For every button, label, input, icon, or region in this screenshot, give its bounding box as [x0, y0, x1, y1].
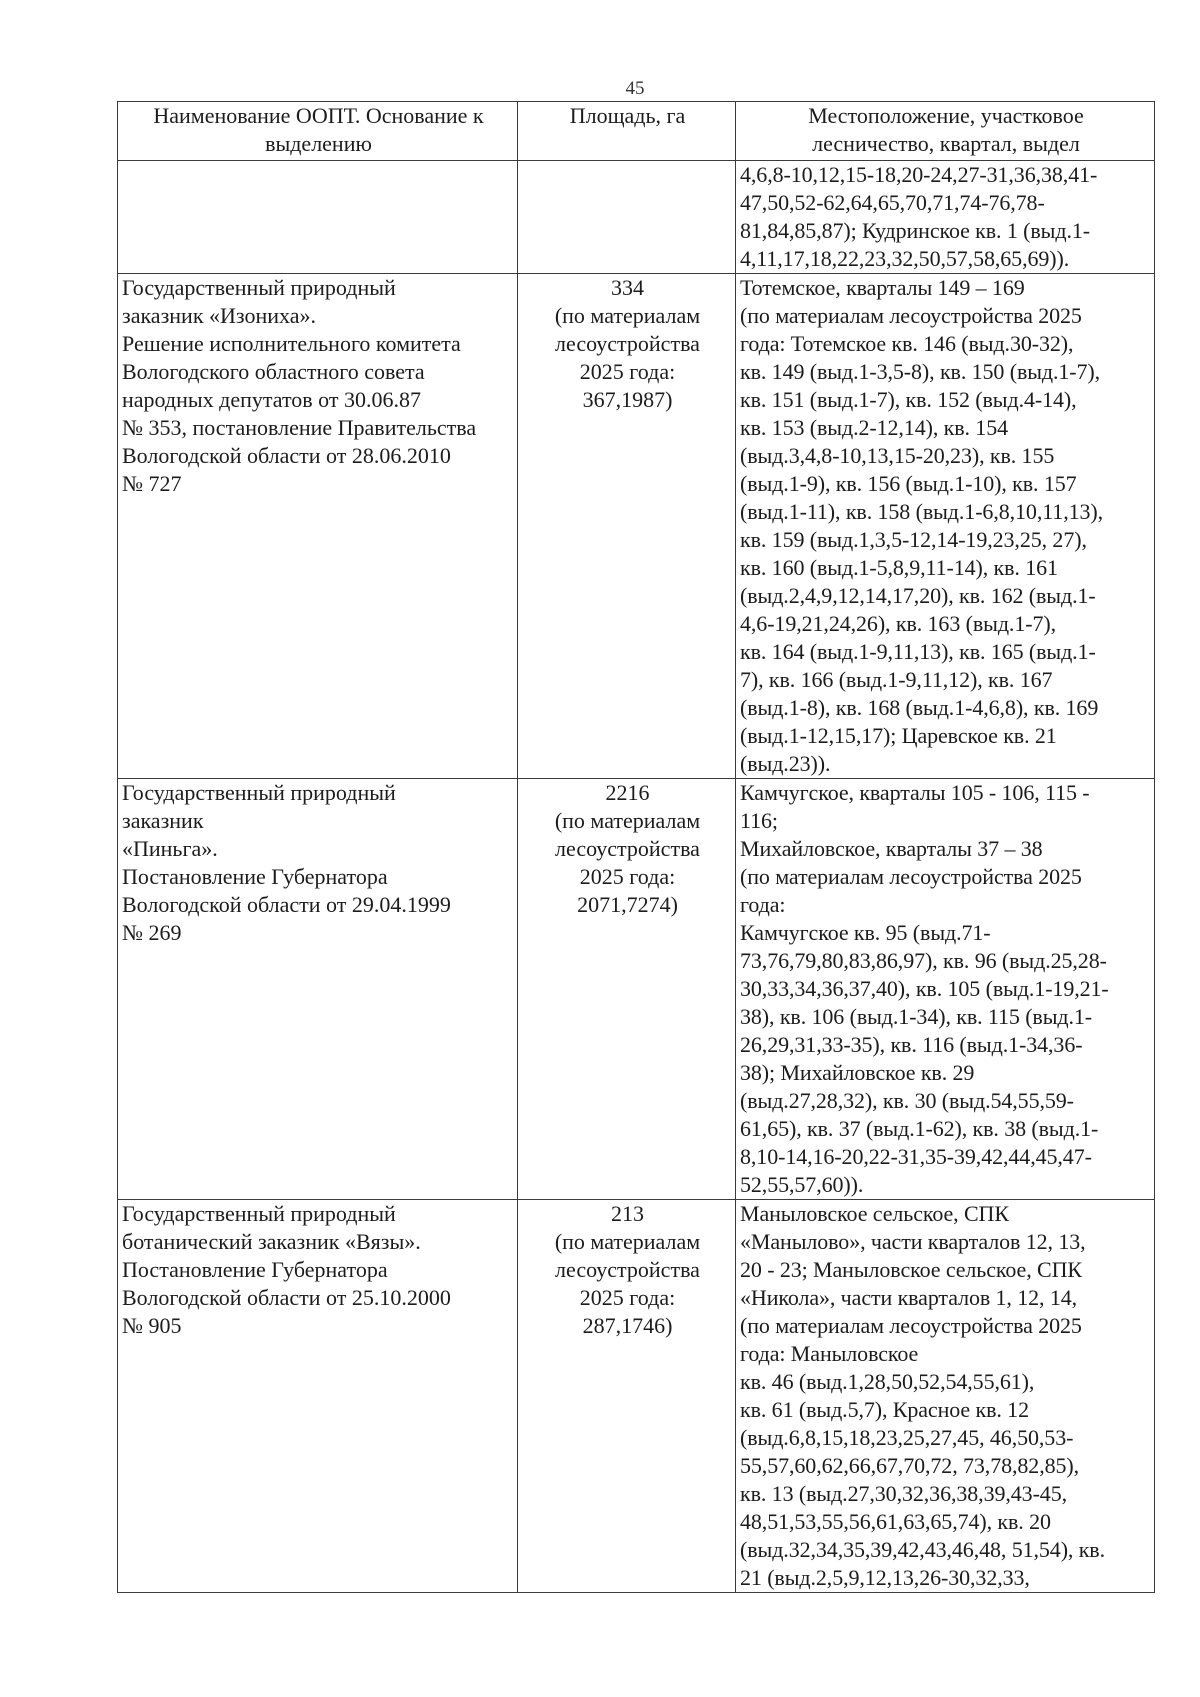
location-line: кв. 46 (выд.1,28,50,52,54,55,61), — [740, 1369, 1035, 1394]
name-line: № 727 — [122, 471, 182, 496]
name-line: Вологодского областного совета — [122, 359, 425, 384]
header-name-line: Наименование ООПТ. Основание к — [153, 103, 484, 128]
name-line: ботанический заказник «Вязы». — [122, 1229, 421, 1254]
location-line: 26,29,31,33-35), кв. 116 (выд.1-34,36- — [740, 1032, 1083, 1057]
table-row — [118, 1200, 1155, 1593]
location-line: 116; — [740, 808, 778, 833]
name-line: Государственный природный — [122, 1201, 396, 1226]
location-line: 8,10-14,16-20,22-31,35-39,42,44,45,47- — [740, 1144, 1092, 1169]
location-line: (выд.1-11), кв. 158 (выд.1-6,8,10,11,13), — [740, 499, 1104, 524]
location-line: Маныловское сельское, СПК — [740, 1201, 1009, 1226]
location-line: (выд.27,28,32), кв. 30 (выд.54,55,59- — [740, 1088, 1074, 1113]
header-area-line: Площадь, га — [569, 103, 686, 128]
location-line: 73,76,79,80,83,86,97), кв. 96 (выд.25,28- — [740, 948, 1107, 973]
area-line: 2025 года: — [579, 1285, 676, 1310]
location-line: кв. 13 (выд.27,30,32,36,38,39,43-45, — [740, 1481, 1067, 1506]
location-line: 4,6-19,21,24,26), кв. 163 (выд.1-7), — [740, 611, 1056, 636]
location-line: кв. 160 (выд.1-5,8,9,11-14), кв. 161 — [740, 555, 1058, 580]
name-line: Вологодской области от 29.04.1999 — [122, 892, 451, 917]
name-cell — [118, 274, 518, 779]
location-line: кв. 61 (выд.5,7), Красное кв. 12 — [740, 1397, 1029, 1422]
location-line: 4,6,8-10,12,15-18,20-24,27-31,36,38,41- — [740, 162, 1098, 187]
location-line: (по материалам лесоустройства 2025 — [740, 864, 1082, 889]
location-line: Камчугское, кварталы 105 - 106, 115 - — [740, 780, 1090, 805]
area-line: 287,1746) — [582, 1313, 673, 1338]
location-line: (по материалам лесоустройства 2025 — [740, 1313, 1082, 1338]
area-cell — [518, 1200, 736, 1593]
area-line: 2216 — [605, 780, 650, 805]
table-row — [118, 779, 1155, 1200]
header-name-cell — [118, 102, 518, 161]
area-cell — [518, 274, 736, 779]
area-line: (по материалам — [554, 1229, 701, 1254]
location-line: года: — [740, 892, 786, 917]
header-location-cell — [736, 102, 1155, 161]
name-line: Вологодской области от 25.10.2000 — [122, 1285, 451, 1310]
location-line: 55,57,60,62,66,67,70,72, 73,78,82,85), — [740, 1453, 1080, 1478]
location-line: кв. 151 (выд.1-7), кв. 152 (выд.4-14), — [740, 387, 1077, 412]
area-line: (по материалам — [554, 808, 701, 833]
name-line: Вологодской области от 28.06.2010 — [122, 443, 451, 468]
name-line: «Пиньга». — [122, 836, 218, 861]
name-line: Постановление Губернатора — [122, 864, 388, 889]
area-cell — [518, 161, 736, 274]
location-cell — [736, 779, 1155, 1200]
location-line: Тотемское, кварталы 149 – 169 — [740, 275, 1025, 300]
location-line: Камчугское кв. 95 (выд.71- — [740, 920, 991, 945]
name-line: Постановление Губернатора — [122, 1257, 388, 1282]
location-line: 61,65), кв. 37 (выд.1-62), кв. 38 (выд.1- — [740, 1116, 1099, 1141]
name-line: № 905 — [122, 1313, 182, 1338]
name-line: Государственный природный — [122, 780, 396, 805]
location-line: (выд.1-12,15,17); Царевское кв. 21 — [740, 723, 1057, 748]
name-cell — [118, 779, 518, 1200]
location-line: (выд.32,34,35,39,42,43,46,48, 51,54), кв. — [740, 1537, 1105, 1562]
name-line: Решение исполнительного комитета — [122, 331, 461, 356]
name-line: Государственный природный — [122, 275, 396, 300]
location-line: 48,51,53,55,56,61,63,65,74), кв. 20 — [740, 1509, 1051, 1534]
name-line: заказник «Изониха». — [122, 303, 316, 328]
name-line: заказник — [122, 808, 204, 833]
protected-areas-table — [117, 101, 1155, 1593]
location-line: кв. 153 (выд.2-12,14), кв. 154 — [740, 415, 1008, 440]
location-cell — [736, 161, 1155, 274]
header-name-line: выделению — [265, 131, 372, 156]
location-cell — [736, 274, 1155, 779]
name-line: № 269 — [122, 920, 182, 945]
location-line: (выд.2,4,9,12,14,17,20), кв. 162 (выд.1- — [740, 583, 1096, 608]
area-line: (по материалам — [554, 303, 701, 328]
area-line: 213 — [611, 1201, 644, 1226]
location-cell — [736, 1200, 1155, 1593]
location-line: 81,84,85,87); Кудринское кв. 1 (выд.1- — [740, 218, 1090, 243]
location-line: 52,55,57,60)). — [740, 1172, 864, 1197]
area-line: лесоустройства — [555, 1257, 700, 1282]
location-line: 20 - 23; Маныловское сельское, СПК — [740, 1257, 1082, 1282]
area-line: 2025 года: — [579, 864, 676, 889]
location-line: кв. 164 (выд.1-9,11,13), кв. 165 (выд.1- — [740, 639, 1096, 664]
name-line: народных депутатов от 30.06.87 — [122, 387, 421, 412]
table-header-row — [118, 102, 1155, 161]
area-line: 2071,7274) — [577, 892, 678, 917]
location-line: (выд.1-8), кв. 168 (выд.1-4,6,8), кв. 169 — [740, 695, 1099, 720]
location-line: года: Тотемское кв. 146 (выд.30-32), — [740, 331, 1074, 356]
location-line: (выд.3,4,8-10,13,15-20,23), кв. 155 — [740, 443, 1055, 468]
area-cell — [518, 779, 736, 1200]
location-line: «Манылово», части кварталов 12, 13, — [740, 1229, 1086, 1254]
location-line: «Никола», части кварталов 1, 12, 14, — [740, 1285, 1078, 1310]
header-area-cell — [518, 102, 736, 161]
header-location-line: лесничество, квартал, выдел — [812, 131, 1080, 156]
location-line: кв. 149 (выд.1-3,5-8), кв. 150 (выд.1-7), — [740, 359, 1101, 384]
location-line: кв. 159 (выд.1,3,5-12,14-19,23,25, 27), — [740, 527, 1087, 552]
location-line: 38), кв. 106 (выд.1-34), кв. 115 (выд.1- — [740, 1004, 1093, 1029]
location-line: года: Маныловское — [740, 1341, 919, 1366]
table-row — [118, 161, 1155, 274]
name-cell — [118, 161, 518, 274]
area-line: лесоустройства — [555, 836, 700, 861]
name-line: № 353, постановление Правительства — [122, 415, 477, 440]
location-line: 4,11,17,18,22,23,32,50,57,58,65,69)). — [740, 246, 1070, 271]
location-line: (выд.6,8,15,18,23,25,27,45, 46,50,53- — [740, 1425, 1074, 1450]
area-line: лесоустройства — [555, 331, 700, 356]
name-cell — [118, 1200, 518, 1593]
location-line: 38); Михайловское кв. 29 — [740, 1060, 975, 1085]
location-line: 7), кв. 166 (выд.1-9,11,12), кв. 167 — [740, 667, 1053, 692]
location-line: (выд.1-9), кв. 156 (выд.1-10), кв. 157 — [740, 471, 1077, 496]
location-line: 47,50,52-62,64,65,70,71,74-76,78- — [740, 190, 1045, 215]
location-line: (выд.23)). — [740, 751, 831, 776]
location-line: (по материалам лесоустройства 2025 — [740, 303, 1082, 328]
header-location-line: Местоположение, участковое — [808, 103, 1084, 128]
table-row — [118, 274, 1155, 779]
area-line: 367,1987) — [582, 387, 673, 412]
location-line: Михайловское, кварталы 37 – 38 — [740, 836, 1043, 861]
location-line: 21 (выд.2,5,9,12,13,26-30,32,33, — [740, 1565, 1030, 1590]
page-number: 45 — [625, 78, 645, 99]
area-line: 2025 года: — [579, 359, 676, 384]
area-line: 334 — [611, 275, 644, 300]
location-line: 30,33,34,36,37,40), кв. 105 (выд.1-19,21- — [740, 976, 1109, 1001]
